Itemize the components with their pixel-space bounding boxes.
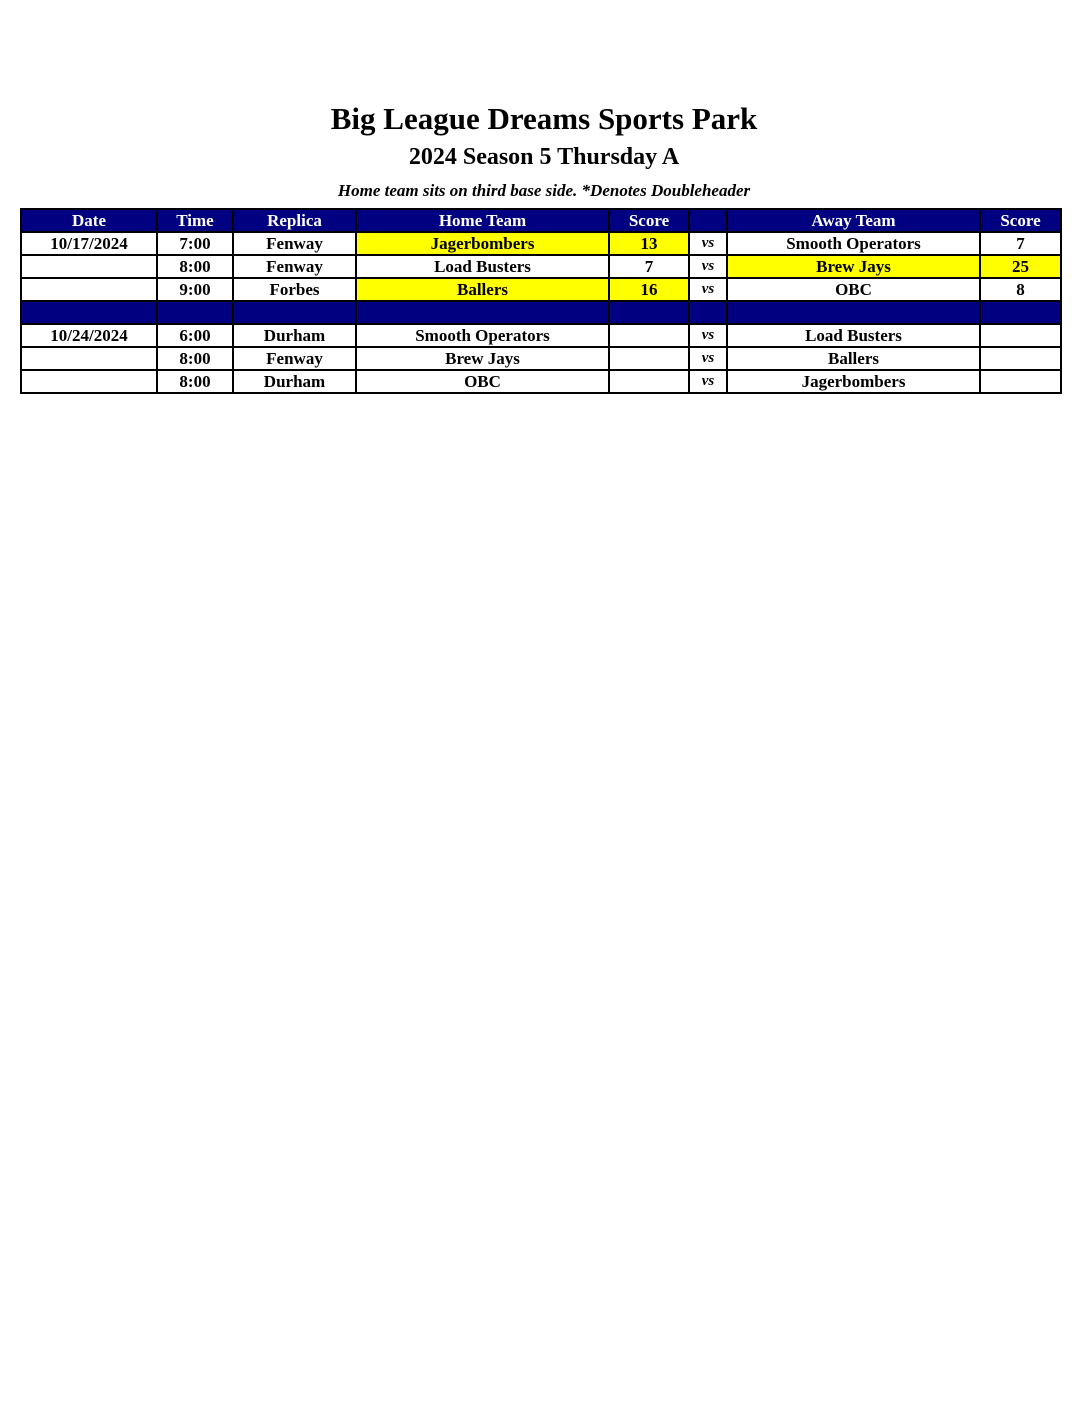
cell-away-score [980,324,1061,347]
cell-away-score: 8 [980,278,1061,301]
cell-replica: Fenway [233,232,356,255]
cell-home-score [609,324,689,347]
cell-date: 10/24/2024 [21,324,157,347]
separator-cell [233,301,356,324]
cell-home-score: 13 [609,232,689,255]
column-header-vs [689,209,727,232]
cell-time: 8:00 [157,255,233,278]
cell-vs: vs [689,232,727,255]
separator-cell [727,301,980,324]
column-header-away-score: Score [980,209,1061,232]
cell-date [21,370,157,393]
cell-home-score [609,347,689,370]
cell-vs: vs [689,347,727,370]
schedule-note: Home team sits on third base side. *Denotes Doubleheader [337,181,751,200]
page-title: Big League Dreams Sports Park [330,101,758,136]
cell-replica: Durham [233,324,356,347]
separator-cell [689,301,727,324]
column-header-replica: Replica [233,209,356,232]
separator-cell [980,301,1061,324]
column-header-date: Date [21,209,157,232]
table-row [21,347,1061,370]
cell-date [21,278,157,301]
column-header-home-team: Home Team [356,209,609,232]
cell-vs: vs [689,324,727,347]
cell-away-team: Smooth Operators [727,232,980,255]
cell-home-score: 7 [609,255,689,278]
cell-away-team: Jagerbombers [727,370,980,393]
cell-away-score: 7 [980,232,1061,255]
cell-home-team: Smooth Operators [356,324,609,347]
cell-away-score: 25 [980,255,1061,278]
cell-home-team: OBC [356,370,609,393]
cell-time: 8:00 [157,370,233,393]
cell-away-team: OBC [727,278,980,301]
cell-time: 9:00 [157,278,233,301]
cell-away-team: Load Busters [727,324,980,347]
table-row [21,255,1061,278]
cell-time: 6:00 [157,324,233,347]
cell-vs: vs [689,278,727,301]
cell-home-score: 16 [609,278,689,301]
cell-replica: Forbes [233,278,356,301]
separator-cell [157,301,233,324]
cell-date [21,347,157,370]
cell-home-team: Load Busters [356,255,609,278]
cell-vs: vs [689,255,727,278]
column-header-home-score: Score [609,209,689,232]
cell-replica: Fenway [233,347,356,370]
separator-cell [21,301,157,324]
separator-cell [356,301,609,324]
cell-home-score [609,370,689,393]
page-subtitle: 2024 Season 5 Thursday A [408,144,680,170]
column-header-time: Time [157,209,233,232]
schedule-body [21,232,1061,393]
cell-away-team: Ballers [727,347,980,370]
separator-cell [609,301,689,324]
table-row [21,232,1061,255]
cell-away-score [980,370,1061,393]
cell-away-team: Brew Jays [727,255,980,278]
cell-home-team: Jagerbombers [356,232,609,255]
cell-home-team: Ballers [356,278,609,301]
cell-time: 8:00 [157,347,233,370]
table-row [21,324,1061,347]
cell-home-team: Brew Jays [356,347,609,370]
cell-replica: Durham [233,370,356,393]
schedule-table [20,208,1062,394]
cell-time: 7:00 [157,232,233,255]
cell-replica: Fenway [233,255,356,278]
cell-date [21,255,157,278]
week-separator-row [21,301,1061,324]
cell-away-score [980,347,1061,370]
table-header-row [21,209,1061,232]
cell-vs: vs [689,370,727,393]
table-row [21,370,1061,393]
cell-date: 10/17/2024 [21,232,157,255]
table-row [21,278,1061,301]
column-header-away-team: Away Team [727,209,980,232]
